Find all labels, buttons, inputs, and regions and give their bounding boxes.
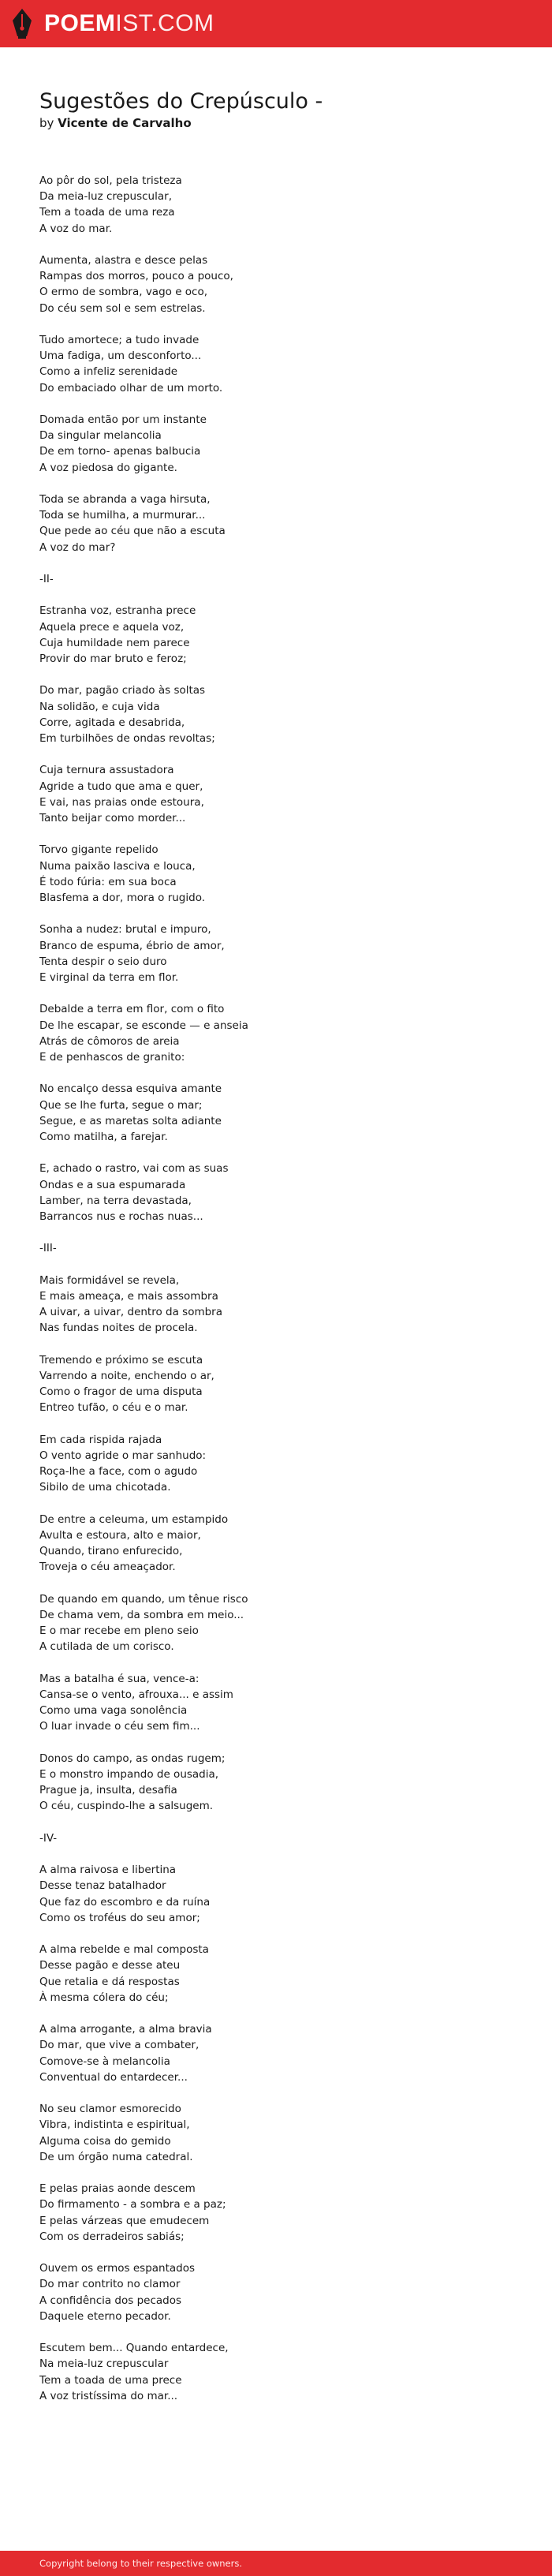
byline-prefix: by [39, 116, 58, 130]
poem-line: Desse pagão e desse ateu [39, 1959, 181, 1972]
poem-line: Torvo gigante repelido [39, 843, 159, 857]
poem-line: Que faz do escombro e da ruína [39, 1895, 211, 1909]
stanza [39, 492, 513, 555]
poem-line: Conventual do entardecer... [39, 2070, 188, 2084]
poem-line: Atrás de cômoros de areia [39, 1034, 180, 1048]
poem-line: Com os derradeiros sabiás; [39, 2230, 185, 2243]
poem-line: À mesma cólera do céu; [39, 1991, 169, 2004]
poem-line: Do mar, pagão criado às soltas [39, 684, 206, 697]
poem-line: Lamber, na terra devastada, [39, 1194, 192, 1207]
poem-line: Do mar contrito no clamor [39, 2278, 181, 2291]
poem-line: O céu, cuspindo-lhe a salsugem. [39, 1800, 214, 1813]
poem-line: Mais formidável se revela, [39, 1273, 180, 1287]
footer-copyright: Copyright belong to their respective owners. [39, 2558, 243, 2569]
stanza [39, 603, 513, 667]
poem-line: E pelas praias aonde descem [39, 2182, 196, 2196]
poem-line: Rampas dos morros, pouco a pouco, [39, 270, 233, 283]
poem-line: A voz do mar? [39, 540, 116, 554]
stanza [39, 412, 513, 476]
poem-line: Que pede ao céu que não a escuta [39, 525, 226, 538]
poem-line: Como matilha, a farejar. [39, 1131, 168, 1143]
poem-line: Nas fundas noites de procela. [39, 1322, 198, 1335]
stanza [39, 1751, 513, 1815]
poem-line: A voz piedosa do gigante. [39, 461, 177, 474]
poem-line: Blasfema a dor, mora o rugido. [39, 892, 206, 904]
poem-line: Barrancos nus e rochas nuas... [39, 1210, 203, 1223]
poem-line: Estranha voz, estranha prece [39, 604, 196, 618]
poem-line: Mas a batalha é sua, vence-a: [39, 1672, 200, 1685]
poem-line: No seu clamor esmorecido [39, 2103, 181, 2116]
poem-line: De entre a celeuma, um estampido [39, 1512, 229, 1526]
site-footer [0, 2551, 552, 2576]
stanza [39, 1161, 513, 1224]
poem-line: Como os troféus do seu amor; [39, 1911, 200, 1924]
poem-line: Tanto beijar como morder... [39, 812, 186, 824]
poem-line: Do céu sem sol e sem estrelas. [39, 301, 206, 315]
poem-line: E o mar recebe em pleno seio [39, 1624, 199, 1638]
poem-line: Sonha a nudez: brutal e impuro, [39, 923, 211, 937]
poem-line: Troveja o céu ameaçador. [39, 1561, 176, 1574]
poem-line: Ouvem os ermos espantados [39, 2262, 196, 2275]
pen-nib-icon [11, 8, 33, 39]
poem-line: Toda se abranda a vaga hirsuta, [39, 493, 211, 506]
section-marker [39, 1830, 513, 1846]
stanza [39, 173, 513, 237]
stanza [39, 762, 513, 826]
poem-line: Tenta despir o seio duro [39, 955, 167, 968]
poem-line: Aumenta, alastra e desce pelas [39, 254, 208, 267]
poem-line: Do embaciado olhar de um morto. [39, 381, 223, 394]
stanza [39, 1512, 513, 1576]
stanza [39, 2181, 513, 2245]
site-header [0, 0, 552, 47]
poem-line: Alguma coisa do gemido [39, 2134, 171, 2148]
poem-line: -II- [39, 573, 54, 585]
poem-line: E vai, nas praias onde estoura, [39, 795, 204, 809]
stanza [39, 1942, 513, 2006]
poem-line: Agride a tudo que ama e quer, [39, 780, 203, 793]
section-marker [39, 1240, 513, 1256]
poem-line: De um órgão numa catedral. [39, 2150, 193, 2163]
poem-line: Tremendo e próximo se escuta [39, 1353, 203, 1367]
stanza [39, 842, 513, 906]
poem-line: De em torno- apenas balbucia [39, 445, 201, 458]
stanza [39, 1273, 513, 1337]
stanza [39, 332, 513, 396]
poem-line: Entreo tufão, o céu e o mar. [39, 1401, 188, 1415]
poem-line: Que se lhe furta, segue o mar; [39, 1098, 203, 1112]
site-logo[interactable] [11, 8, 214, 39]
poem-line: A confidência dos pecados [39, 2294, 182, 2307]
poem-line: E o monstro impando de ousadia, [39, 1767, 219, 1781]
poem-title: Sugestões do Crepúsculo - [39, 89, 323, 114]
logo-text-bold: POEM [44, 10, 116, 36]
poem-line: A cutilada de um corisco. [39, 1640, 174, 1654]
poem-line: Na meia-luz crepuscular [39, 2357, 169, 2371]
stanza [39, 2021, 513, 2085]
stanza [39, 1432, 513, 1496]
poem-line: Toda se humilha, a murmurar... [39, 509, 206, 522]
poem-line: Comove-se à melancolia [39, 2054, 170, 2068]
poem-line: Numa paixão lasciva e louca, [39, 859, 196, 873]
stanza [39, 922, 513, 985]
poem-line: -III- [39, 1242, 57, 1255]
poem-line: E pelas várzeas que emudecem [39, 2214, 210, 2227]
stanza [39, 1001, 513, 1065]
poem-line: O vento agride o mar sanhudo: [39, 1449, 207, 1462]
poem-line: Aquela prece e aquela voz, [39, 620, 185, 634]
poem-line: Tem a toada de uma prece [39, 2373, 182, 2387]
poem-line: Que retalia e dá respostas [39, 1975, 180, 1988]
poem-line: Quando, tirano enfurecido, [39, 1545, 183, 1558]
poem-line: A voz tristíssima do mar... [39, 2389, 178, 2402]
stanza [39, 252, 513, 316]
poem-byline [39, 115, 192, 131]
poem-line: Daquele eterno pecador. [39, 2309, 171, 2323]
poem-line: Da singular melancolia [39, 429, 162, 443]
poem-line: Escutem bem... Quando entardece, [39, 2342, 229, 2355]
poem-line: Avulta e estoura, alto e maior, [39, 1528, 201, 1542]
poem-line: Donos do campo, as ondas rugem; [39, 1752, 226, 1765]
poem-line: Cansa-se o vento, afrouxa... e assim [39, 1688, 233, 1701]
poem-line: E mais ameaça, e mais assombra [39, 1289, 218, 1303]
poem-line: Tudo amortece; a tudo invade [39, 334, 200, 346]
section-marker [39, 571, 513, 587]
poem-line: Corre, agitada e desabrida, [39, 716, 185, 729]
poem-line: O luar invade o céu sem fim... [39, 1720, 200, 1733]
stanza [39, 1591, 513, 1655]
poem-line: De chama vem, da sombra em meio... [39, 1608, 244, 1621]
poem-line: E de penhascos de granito: [39, 1051, 185, 1064]
poem-line: Domada então por um instante [39, 413, 207, 426]
poem-line: No encalço dessa esquiva amante [39, 1082, 222, 1096]
stanza [39, 2260, 513, 2324]
poem-line: Como uma vaga sonolência [39, 1704, 188, 1718]
stanza [39, 1671, 513, 1735]
stanza [39, 2340, 513, 2404]
poem-line: É todo fúria: em sua boca [39, 875, 177, 888]
poem-line: De quando em quando, um tênue risco [39, 1592, 248, 1606]
poem-line: Na solidão, e cuja vida [39, 700, 160, 713]
poem-line: Do firmamento - a sombra e a paz; [39, 2198, 226, 2211]
poem-line: De lhe escapar, se esconde — e anseia [39, 1019, 248, 1032]
poem-line: E, achado o rastro, vai com as suas [39, 1162, 229, 1176]
poem-line: O ermo de sombra, vago e oco, [39, 286, 208, 299]
poem-line: Tem a toada de uma reza [39, 206, 175, 219]
poem-line: Como o fragor de uma disputa [39, 1385, 203, 1399]
poem-line: Varrendo a noite, enchendo o ar, [39, 1369, 214, 1382]
poem-line: Desse tenaz batalhador [39, 1879, 166, 1893]
poem-line: Do mar, que vive a combater, [39, 2039, 200, 2052]
poem-line: E virginal da terra em flor. [39, 971, 179, 984]
poem-line: Em turbilhões de ondas revoltas; [39, 732, 215, 745]
poem-line: A uivar, a uivar, dentro da sombra [39, 1306, 222, 1319]
poem-line: Provir do mar bruto e feroz; [39, 652, 187, 665]
stanza [39, 1081, 513, 1145]
poem-line: A voz do mar. [39, 222, 113, 235]
poem-line: Cuja ternura assustadora [39, 764, 174, 777]
stanza [39, 1352, 513, 1416]
poem-line: Ondas e a sua espumarada [39, 1178, 186, 1191]
poem-line: A alma arrogante, a alma bravia [39, 2023, 212, 2036]
stanza [39, 682, 513, 746]
poem-line: Como a infeliz serenidade [39, 365, 178, 379]
poem-line: Cuja humildade nem parece [39, 636, 190, 649]
poem-line: -IV- [39, 1831, 58, 1845]
poem-line: A alma raivosa e libertina [39, 1864, 177, 1877]
poem-line: Debalde a terra em flor, com o fito [39, 1003, 225, 1016]
poem-line: Branco de espuma, ébrio de amor, [39, 939, 225, 952]
poem-line: Prague ja, insulta, desafia [39, 1784, 177, 1797]
poem-line: Segue, e as maretas solta adiante [39, 1114, 222, 1127]
poem-line: Da meia-luz crepuscular, [39, 190, 172, 204]
poem-line: Vibra, indistinta e espiritual, [39, 2118, 190, 2132]
poem-line: A alma rebelde e mal composta [39, 1943, 209, 1957]
poem-line: Em cada rispida rajada [39, 1433, 162, 1446]
stanza [39, 2101, 513, 2165]
logo-wordmark [44, 12, 214, 36]
logo-text-rest: IST.COM [115, 10, 214, 36]
poem-author[interactable]: Vicente de Carvalho [58, 116, 192, 130]
poem-line: Sibilo de uma chicotada. [39, 1481, 171, 1494]
poem-line: Roça-lhe a face, com o agudo [39, 1465, 198, 1479]
poem-body [39, 173, 513, 2420]
stanza [39, 1862, 513, 1926]
poem-line: Ao pôr do sol, pela tristeza [39, 174, 182, 187]
poem-line: Uma fadiga, um desconforto... [39, 350, 202, 363]
